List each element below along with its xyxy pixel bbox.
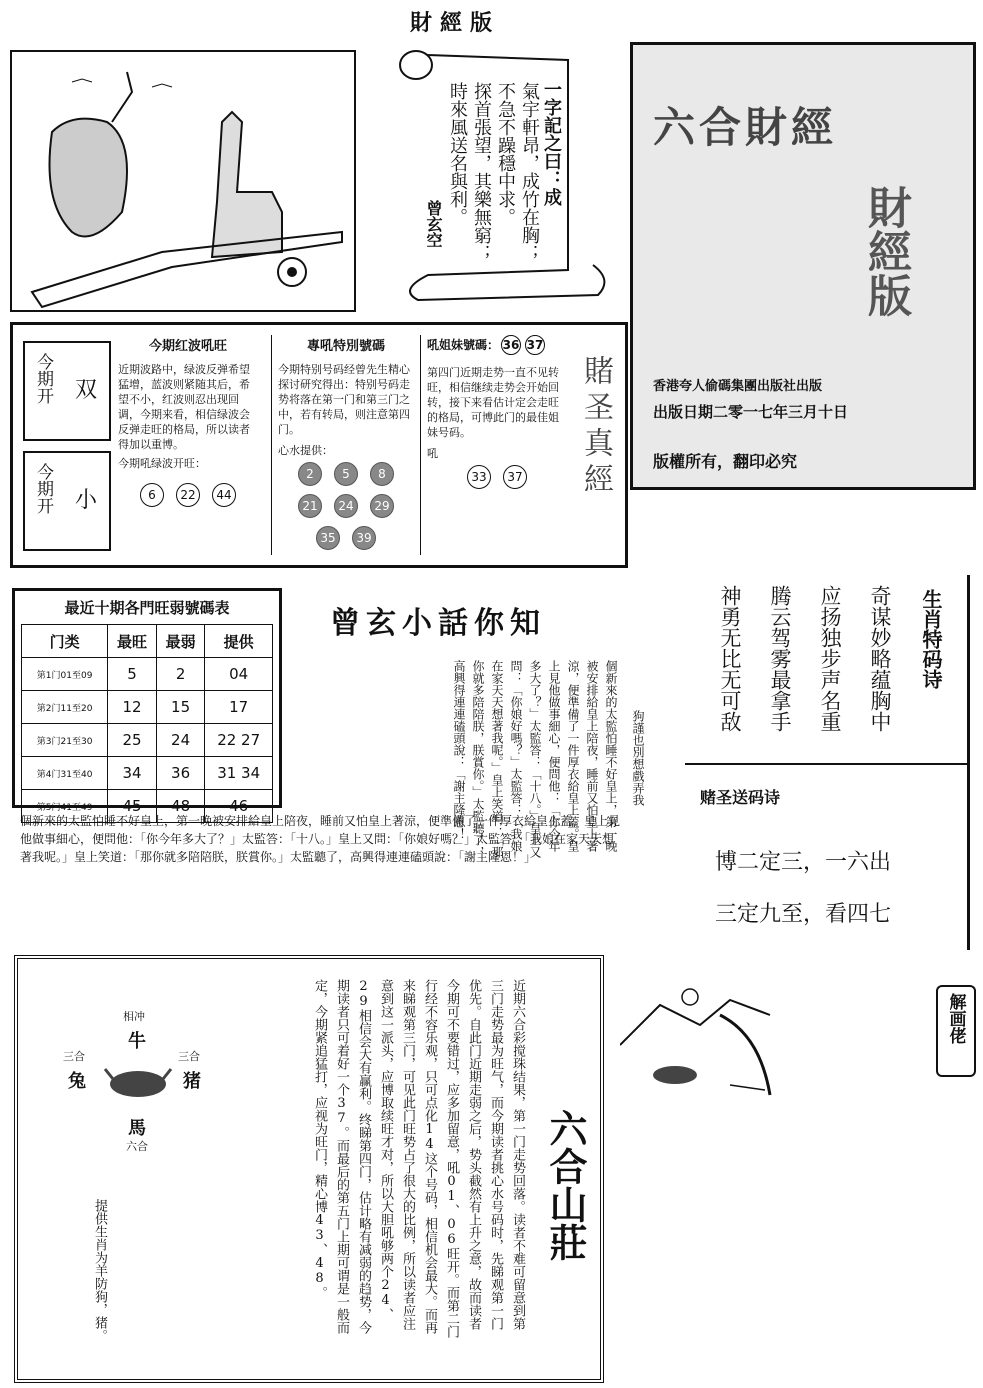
hongbo-title: 今期红波吼旺 <box>148 339 227 354</box>
cover-rights: 版權所有，翻印必究 <box>653 452 798 471</box>
odd-even-box-b <box>23 451 111 551</box>
puzzle-label: 解画佬 <box>945 993 966 1044</box>
special-section <box>271 335 421 555</box>
number-ball: 24 <box>334 494 358 518</box>
calligraphy-text: 賭圣真經 <box>578 355 613 499</box>
gamble-poem-line-1: 博二定三，一六出 <box>715 850 892 875</box>
odd-even-label-a: 今期开 <box>33 353 53 404</box>
zodiac-poem-title: 生肖特码诗 <box>919 589 943 689</box>
ox-icon <box>103 1064 173 1104</box>
liuhe-title: 六合山莊 <box>543 1109 587 1261</box>
zodiac-left: 兔 <box>68 1071 86 1092</box>
story-continuation: 個新來的太監怕睡不好皇上，第一晚被安排給皇上陪夜，睡前又怕皇上著涼，便準備了一件厚衣給皇上蓋。皇上見他做事細心，便問他：「你今年多大了？」太監答：「十八。」皇上又問：「你娘好嗎？」太監答：「我娘在家天天想著我呢。」皇上笑道：「那你就多陪陪朕，朕賞你。」太監聽了，高興得連連磕頭說：「謝主隆恩！」 <box>20 814 620 864</box>
table-title: 最近十期各門旺弱號碼表 <box>64 599 230 617</box>
llama-landscape-illustration <box>12 52 354 310</box>
sister-footer: 吼 <box>427 447 438 460</box>
odd-even-label-b: 今期开 <box>33 463 53 514</box>
cover-date: 出版日期二零一七年三月十日 <box>653 403 849 421</box>
number-ball: 37 <box>503 465 527 489</box>
zodiac-right-label: 三合 <box>178 1050 200 1063</box>
sister-numbers <box>427 461 567 493</box>
hongbo-text: 近期波路中，绿波反弹希望猛增，蓝波则紧随其后，希望不小，红波则忍出现回调，今期来看，相信绿波会反弹走旺的格局，所以读者得加以重博。 <box>118 363 250 451</box>
zodiac-bottom: 馬 <box>128 1118 146 1139</box>
zodiac-poem-line: 神勇无比无可敌 <box>718 585 742 732</box>
story-side-note: 狗謹也別想戲弄我 <box>631 710 645 806</box>
zodiac-poem-line: 奇谋妙略蕴胸中 <box>868 585 892 732</box>
hongbo-section <box>118 335 258 555</box>
number-table <box>21 624 273 823</box>
cover-publisher: 香港夸人偷碼集團出版社出版 <box>653 379 823 394</box>
masthead-title: 財經版 <box>410 11 501 36</box>
sister-section <box>427 335 567 555</box>
table-header: 最旺 <box>108 625 157 658</box>
gamble-poem-title: 赌圣送码诗 <box>700 788 781 807</box>
number-ball: 39 <box>352 526 376 550</box>
scroll-line-3: 探首張望，其樂無窮； <box>471 82 492 262</box>
liuhe-text: 近期六合彩搅珠结果，第一门走势回落。读者不难可留意到第三门走势最为旺气，而今期读者挑心水号码时，先睇观第一门优先。自此门近期走弱之后，势头截然有上升之意，故而读者今期可不要错过，应多加留意，吼01、06旺开。而第二门行经不容乐观，只可点化14这个号码，相信机会最大。而再来睇观第三门，可见此门旺势占了很大的比例，所以读者应注意到这一派头，应博取续旺才对，所以大胆吼够两个24、29相信会大有赢利。终睇第四门，估计略有减弱的趋势，今期读者只可着好一个37。而最后的第五门上期可谓是一般而定，今期紧追猛打，应视为旺门，精心博43、48。 <box>312 979 525 1338</box>
zodiac-poem-line: 腾云驾雾最拿手 <box>768 585 792 732</box>
cover-subtitle: 財經版 <box>860 185 911 317</box>
table-row: 第5门41至49 45 48 46 <box>22 790 273 823</box>
special-footer: 心水提供： <box>278 444 333 457</box>
liuhe-panel <box>14 955 604 1383</box>
gamble-poem-line-2: 三定九至，看四七 <box>715 902 892 927</box>
odd-even-box-a <box>23 341 111 441</box>
puzzle-label-box <box>936 985 976 1077</box>
number-table-panel <box>12 588 282 815</box>
number-ball: 33 <box>467 465 491 489</box>
number-ball: 8 <box>370 462 394 486</box>
zodiac-top: 牛 <box>128 1031 146 1052</box>
number-ball: 37 <box>525 335 545 355</box>
scroll-panel <box>388 40 618 310</box>
zodiac-poem-panel <box>685 575 970 950</box>
scroll-line-1: 氣宇軒昂，成竹在胸； <box>519 82 540 262</box>
puzzle-illustration <box>620 975 920 1115</box>
table-header: 提供 <box>205 625 273 658</box>
zodiac-bottom-label: 六合 <box>126 1140 148 1153</box>
number-ball: 29 <box>370 494 394 518</box>
number-ball: 36 <box>501 335 521 355</box>
special-text: 今期特别号码经曾先生精心探讨研究得出：特别号码走势将落在第一门和第三门之中，若有转局，则注意第四门。 <box>278 363 410 436</box>
cover-panel <box>630 42 976 490</box>
scroll-heading: 一字記之曰：成 <box>541 80 562 206</box>
number-ball: 5 <box>334 462 358 486</box>
sister-text: 第四门近期走势一直不见转旺，相信继续走势会开始回转，接下来看估计定会走旺的格局，可博此门的最佳姐妹号码。 <box>427 366 559 439</box>
number-ball: 22 <box>176 483 200 507</box>
scroll-line-2: 不急不躁穩中求。 <box>495 82 516 226</box>
odd-even-value-a: 双 <box>75 378 98 403</box>
scroll-author: 曾玄空 <box>424 200 443 248</box>
table-header: 最弱 <box>156 625 205 658</box>
table-row: 第1门01至09 5 2 04 <box>22 658 273 691</box>
sister-title: 吼姐妹號碼： <box>427 338 500 352</box>
zodiac-chart <box>48 1009 218 1189</box>
scroll-line-4: 時來風送名與利。 <box>447 82 468 226</box>
table-row: 第4门31至40 34 36 31 34 <box>22 757 273 790</box>
hongbo-footer: 今期吼绿波开旺： <box>118 457 206 470</box>
number-ball: 6 <box>140 483 164 507</box>
illustration-panel <box>10 50 356 312</box>
number-ball: 35 <box>316 526 340 550</box>
table-row: 第3门21至30 25 24 22 27 <box>22 724 273 757</box>
horse-landscape-illustration <box>620 975 920 1115</box>
number-ball: 2 <box>298 462 322 486</box>
special-numbers <box>278 458 414 554</box>
story-text: 個新來的太監怕睡不好皇上，第一晚被安排給皇上陪夜，睡前又怕皇上著涼，便準備了一件厚衣給皇上蓋。皇上見他做事細心，便問他：「你今年多大了？」太監答：「十八。」皇上又問：「你娘好嗎？」太監答：「我娘在家天天想著我呢。」皇上笑道：「那你就多陪陪朕，朕賞你。」太監聽了，高興得連連磕頭說：「謝主隆恩！」 <box>452 660 618 858</box>
liuhe-note: 提供生肖为羊防狗，猪。 <box>92 1199 107 1342</box>
special-title: 專吼特別號碼 <box>306 339 385 354</box>
table-header: 门类 <box>22 625 108 658</box>
prediction-band <box>10 322 628 568</box>
odd-even-value-b: 小 <box>75 488 98 513</box>
number-ball: 44 <box>212 483 236 507</box>
story-title: 曾玄小話你知 <box>330 606 546 641</box>
zodiac-poem-line: 应扬独步声名重 <box>818 585 842 732</box>
table-row: 第2门11至20 12 15 17 <box>22 691 273 724</box>
number-ball: 21 <box>298 494 322 518</box>
zodiac-left-label: 三合 <box>63 1050 85 1063</box>
cover-brand: 六合財經 <box>653 103 838 152</box>
zodiac-top-label: 相冲 <box>123 1010 145 1023</box>
hongbo-numbers <box>118 479 258 511</box>
zodiac-right: 猪 <box>183 1071 201 1092</box>
